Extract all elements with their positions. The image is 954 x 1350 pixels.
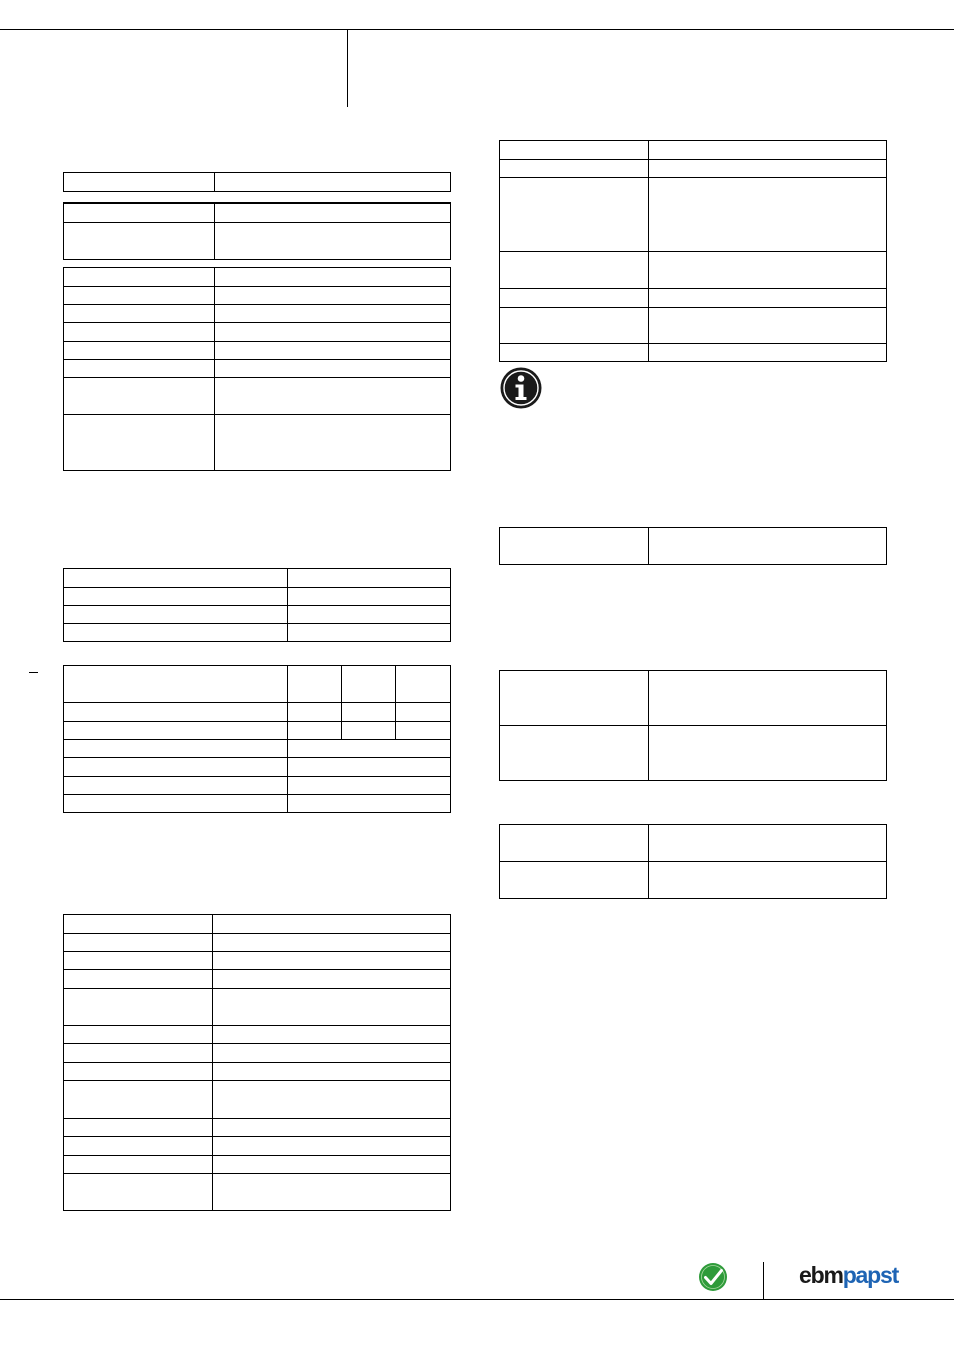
spec-table-9 bbox=[499, 670, 887, 781]
logo-part-ebm: ebm bbox=[799, 1262, 843, 1288]
spec-table-5 bbox=[63, 665, 451, 813]
spec-table-2 bbox=[63, 202, 451, 260]
spec-table-10 bbox=[499, 824, 887, 899]
spec-table-3 bbox=[63, 267, 451, 471]
spec-table-8 bbox=[499, 527, 887, 565]
logo-part-papst: papst bbox=[842, 1262, 899, 1288]
greentech-check-icon bbox=[698, 1262, 728, 1292]
spec-table-7 bbox=[499, 140, 887, 362]
ebmpapst-logo bbox=[799, 1259, 898, 1291]
header-rule bbox=[0, 29, 954, 30]
margin-dash bbox=[29, 672, 38, 673]
info-icon bbox=[499, 366, 543, 410]
spec-table-4 bbox=[63, 568, 451, 642]
spec-table-1 bbox=[63, 172, 451, 192]
footer-divider bbox=[763, 1262, 764, 1299]
footer-rule bbox=[0, 1299, 954, 1300]
spec-table-6 bbox=[63, 914, 451, 1211]
header-divider bbox=[347, 29, 348, 107]
